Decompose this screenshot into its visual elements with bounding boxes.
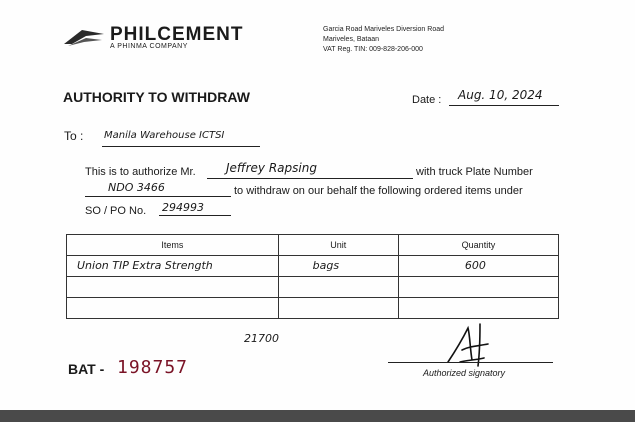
unit-cell <box>278 256 398 277</box>
unit-cell <box>278 277 398 298</box>
table-row <box>67 256 559 277</box>
form-title: AUTHORITY TO WITHDRAW <box>63 89 250 105</box>
date-value: Aug. 10, 2024 <box>458 88 543 102</box>
item-cell <box>67 277 279 298</box>
truck-text: with truck Plate Number <box>416 166 533 178</box>
item-cell <box>67 298 279 319</box>
plate-underline <box>85 196 231 197</box>
plate-number: NDO 3466 <box>108 181 165 194</box>
header-unit: Unit <box>278 235 398 256</box>
company-address <box>323 25 444 55</box>
table-row <box>67 277 559 298</box>
unit-value: bags <box>312 259 340 272</box>
quantity-cell <box>398 298 558 319</box>
bat-number: 198757 <box>117 357 189 378</box>
date-underline <box>449 105 559 106</box>
company-name: PHILCEMENT <box>110 24 244 45</box>
company-logo <box>62 22 292 56</box>
unit-cell <box>278 298 398 319</box>
company-tagline: A PHINMA COMPANY <box>110 43 188 50</box>
quantity-value: 600 <box>464 259 486 272</box>
date-label: Date : <box>412 94 442 106</box>
signatory-label: Authorized signatory <box>423 368 506 378</box>
authorize-text: This is to authorize Mr. <box>85 166 196 178</box>
address-line-1: Garcia Road Mariveles Diversion Road <box>323 26 444 33</box>
bat-label: BAT - <box>68 361 105 377</box>
quantity-cell <box>398 256 558 277</box>
name-underline <box>207 178 413 179</box>
table-row <box>67 298 559 319</box>
so-po-value: 294993 <box>162 201 204 214</box>
handwritten-note: 21700 <box>244 332 279 345</box>
header-quantity: Quantity <box>398 235 558 256</box>
authorized-name: Jeffrey Rapsing <box>226 161 317 175</box>
to-underline <box>102 146 260 147</box>
item-cell <box>67 256 279 277</box>
to-value: Manila Warehouse ICTSI <box>104 130 225 141</box>
bottom-edge <box>0 410 635 422</box>
item-value: Union TIP Extra Strength <box>77 259 213 272</box>
quantity-cell <box>398 277 558 298</box>
so-po-underline <box>159 215 231 216</box>
items-table <box>66 234 559 319</box>
so-po-label: SO / PO No. <box>85 205 147 217</box>
to-label: To : <box>64 129 84 143</box>
withdraw-text: to withdraw on our behalf the following ordered items under <box>234 185 523 197</box>
signature-line <box>388 362 553 363</box>
address-line-2: Mariveles, Bataan <box>323 36 380 43</box>
vat-tin: VAT Reg. TIN: 009-828-206-000 <box>323 46 423 53</box>
philcement-logo-mark-icon <box>62 24 106 50</box>
table-header-row <box>67 235 559 256</box>
header-items: Items <box>67 235 279 256</box>
